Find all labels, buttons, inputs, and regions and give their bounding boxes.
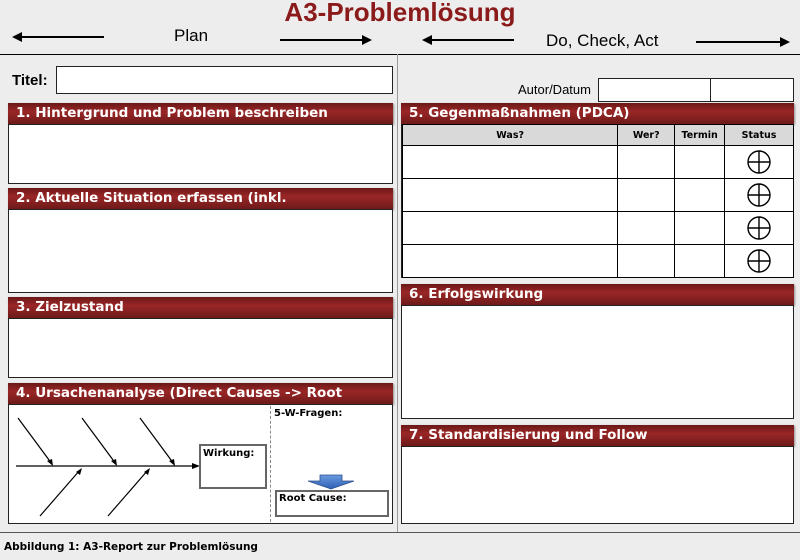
cause-divider: [270, 406, 271, 522]
autor-input[interactable]: [598, 78, 711, 102]
was-cell[interactable]: [403, 245, 618, 278]
five-w-label: 5-W-Fragen:: [274, 408, 343, 419]
column-header-was: Was?: [403, 125, 618, 146]
crosshair-circle-icon: [747, 216, 771, 240]
was-cell[interactable]: [403, 212, 618, 245]
was-cell[interactable]: [403, 179, 618, 212]
page-title: A3-Problemlösung: [284, 0, 516, 27]
section-7-header: 7. Standardisierung und Follow: [401, 425, 794, 446]
right-arrow-icon: [278, 33, 372, 47]
status-cell[interactable]: [725, 212, 794, 245]
wer-cell[interactable]: [618, 212, 675, 245]
down-arrow-icon: [306, 474, 356, 490]
left-arrow-icon: [12, 30, 107, 44]
section-5-header: 5. Gegenmaßnahmen (PDCA): [401, 103, 794, 124]
dca-label: Do, Check, Act: [546, 31, 659, 50]
figure-caption: Abbildung 1: A3-Report zur Problemlösung: [4, 541, 258, 553]
table-row: [403, 245, 794, 278]
termin-cell[interactable]: [675, 146, 725, 179]
crosshair-circle-icon: [747, 150, 771, 174]
section-7-field[interactable]: [401, 446, 794, 524]
section-2-field[interactable]: [8, 209, 393, 293]
wer-cell[interactable]: [618, 179, 675, 212]
datum-input[interactable]: [710, 78, 794, 102]
column-header-wer: Wer?: [618, 125, 675, 146]
right-arrow-icon: [694, 35, 790, 49]
fishbone-diagram-icon: [12, 412, 202, 522]
root-cause-label: Root Cause:: [279, 493, 347, 504]
titel-label: Titel:: [12, 72, 48, 89]
column-header-termin: Termin: [675, 125, 725, 146]
header-divider: [0, 54, 800, 55]
column-divider: [397, 54, 398, 532]
column-header-status: Status: [725, 125, 794, 146]
crosshair-circle-icon: [747, 249, 771, 273]
wer-cell[interactable]: [618, 146, 675, 179]
table-row: [403, 146, 794, 179]
wirkung-label: Wirkung:: [203, 448, 255, 459]
crosshair-circle-icon: [747, 183, 771, 207]
table-row: [403, 212, 794, 245]
section-3-field[interactable]: [8, 318, 393, 378]
titel-input[interactable]: [56, 66, 393, 94]
was-cell[interactable]: [403, 146, 618, 179]
autor-datum-label: Autor/Datum: [518, 82, 591, 97]
section-6-header: 6. Erfolgswirkung: [401, 284, 794, 305]
left-arrow-icon: [422, 33, 517, 47]
plan-label: Plan: [174, 26, 209, 45]
section-2-header: 2. Aktuelle Situation erfassen (inkl.: [8, 188, 393, 209]
status-cell[interactable]: [725, 146, 794, 179]
section-1-field[interactable]: [8, 124, 393, 184]
section-4-header: 4. Ursachenanalyse (Direct Causes -> Root: [8, 383, 393, 404]
wer-cell[interactable]: [618, 245, 675, 278]
status-cell[interactable]: [725, 245, 794, 278]
footer-divider: [0, 532, 800, 533]
table-row: [403, 179, 794, 212]
termin-cell[interactable]: [675, 179, 725, 212]
termin-cell[interactable]: [675, 212, 725, 245]
termin-cell[interactable]: [675, 245, 725, 278]
pdca-table: [402, 124, 794, 278]
section-1-header: 1. Hintergrund und Problem beschreiben: [8, 103, 393, 124]
section-6-field[interactable]: [401, 305, 794, 419]
status-cell[interactable]: [725, 179, 794, 212]
section-3-header: 3. Zielzustand: [8, 297, 393, 318]
